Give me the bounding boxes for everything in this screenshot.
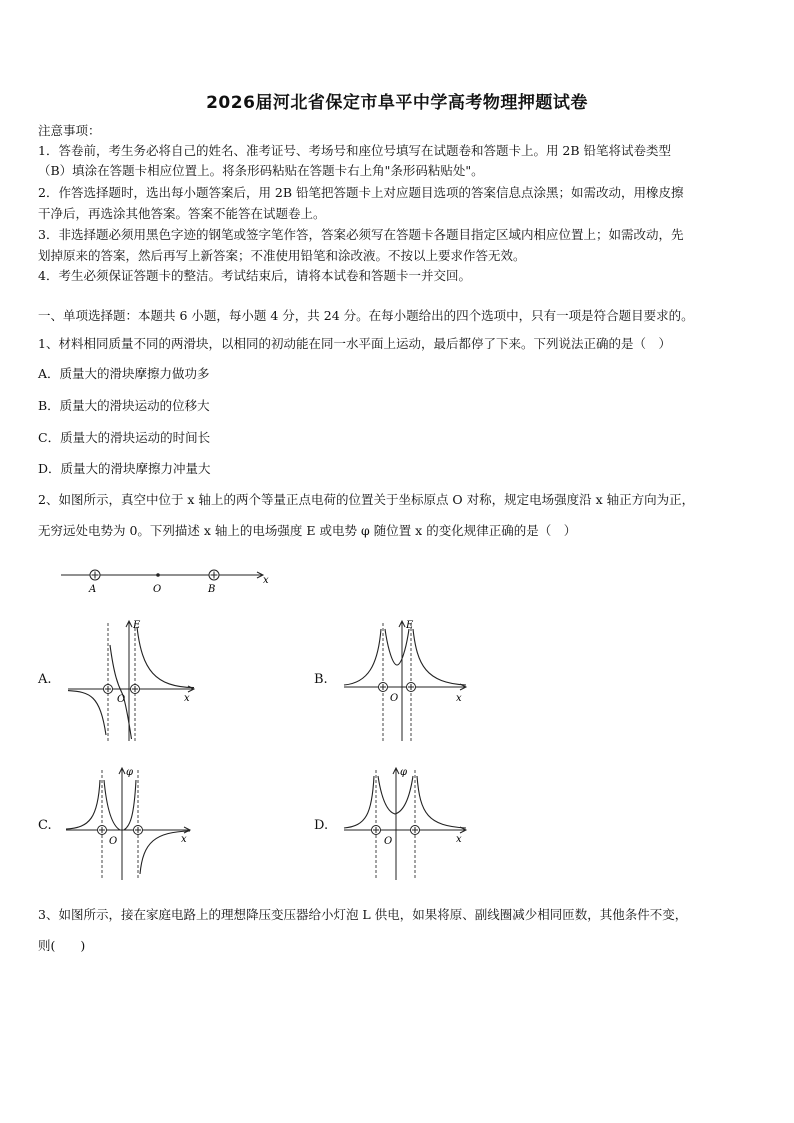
label-o: O	[153, 584, 162, 595]
q2-option-b[interactable]: B.	[314, 672, 328, 687]
notice-line: 划掉原来的答案，然后再写上新答案；不准使用铅笔和涂改液。不按以上要求作答无效。	[38, 248, 526, 263]
q1-option-c: C．质量大的滑块运动的时间长	[38, 430, 211, 445]
svg-text:φ: φ	[400, 767, 408, 778]
q2-option-d[interactable]: D.	[314, 818, 329, 833]
charge-b	[209, 570, 219, 580]
graph-d	[338, 762, 473, 884]
label-x: x	[263, 575, 269, 586]
graph-a	[60, 615, 205, 745]
svg-text:x: x	[181, 834, 187, 845]
notice-heading: 注意事项：	[38, 123, 101, 138]
origin-dot	[156, 573, 160, 577]
graph-b	[338, 615, 473, 745]
svg-text:φ: φ	[126, 767, 134, 778]
question-2-stem-line2: 无穷远处电势为 0。下列描述 x 轴上的电场强度 E 或电势 φ 随位置 x 的变化规律正确的是（ ）	[38, 523, 577, 538]
svg-text:E: E	[133, 620, 141, 631]
q1-option-b: B．质量大的滑块运动的位移大	[38, 398, 210, 413]
question-2-stem-line1: 2、如图所示，真空中位于 x 轴上的两个等量正点电荷的位置关于坐标原点 O 对称，规定电场强度沿 x 轴正方向为正，	[38, 492, 695, 507]
q2-option-c[interactable]: C.	[38, 818, 52, 833]
page-title: 2026届河北省保定市阜平中学高考物理押题试卷	[206, 93, 588, 113]
notice-line: 2．作答选择题时，选出每小题答案后，用 2B 铅笔把答题卡上对应题目选项的答案信息点涂黑；如需改动，用橡皮擦	[38, 185, 684, 200]
svg-text:O: O	[117, 694, 126, 705]
svg-text:x: x	[456, 693, 462, 704]
q1-option-d: D．质量大的滑块摩擦力冲量大	[38, 461, 211, 476]
notice-line: 4．考生必须保证答题卡的整洁。考试结束后，请将本试卷和答题卡一并交回。	[38, 268, 471, 283]
svg-text:E: E	[406, 620, 414, 631]
notice-line: 干净后，再选涂其他答案。答案不能答在试题卷上。	[38, 206, 326, 221]
q1-option-a: A．质量大的滑块摩擦力做功多	[38, 366, 210, 381]
svg-text:x: x	[184, 693, 190, 704]
label-b: B	[208, 584, 216, 595]
question-3-stem-line2: 则( )	[38, 938, 86, 953]
question-1-stem: 1、材料相同质量不同的两滑块，以相同的初动能在同一水平面上运动，最后都停了下来。下列说法正确的是（ ）	[38, 336, 671, 351]
svg-text:x: x	[456, 834, 462, 845]
svg-text:O: O	[384, 836, 393, 847]
notice-line: 1．答卷前，考生务必将自己的姓名、准考证号、考场号和座位号填写在试题卷和答题卡上。用 2B 铅笔将试卷类型	[38, 143, 672, 158]
charge-a	[90, 570, 100, 580]
q2-option-a[interactable]: A.	[38, 672, 52, 687]
graph-c	[60, 762, 200, 884]
svg-text:O: O	[109, 836, 118, 847]
label-a: A	[89, 584, 97, 595]
notice-line: 3．非选择题必须用黑色字迹的钢笔或签字笔作答，答案必须写在答题卡各题目指定区域内相应位置上；如需改动，先	[38, 227, 684, 242]
notice-line: （B）填涂在答题卡相应位置上。将条形码粘贴在答题卡右上角"条形码粘贴处"。	[38, 163, 484, 178]
section-heading: 一、单项选择题：本题共 6 小题，每小题 4 分，共 24 分。在每小题给出的四个选项中，只有一项是符合题目要求的。	[38, 308, 694, 323]
charge-figure	[55, 563, 275, 595]
question-3-stem-line1: 3、如图所示，接在家庭电路上的理想降压变压器给小灯泡 L 供电，如果将原、副线圈减少相同匝数，其他条件不变，	[38, 907, 688, 922]
svg-text:O: O	[390, 693, 399, 704]
